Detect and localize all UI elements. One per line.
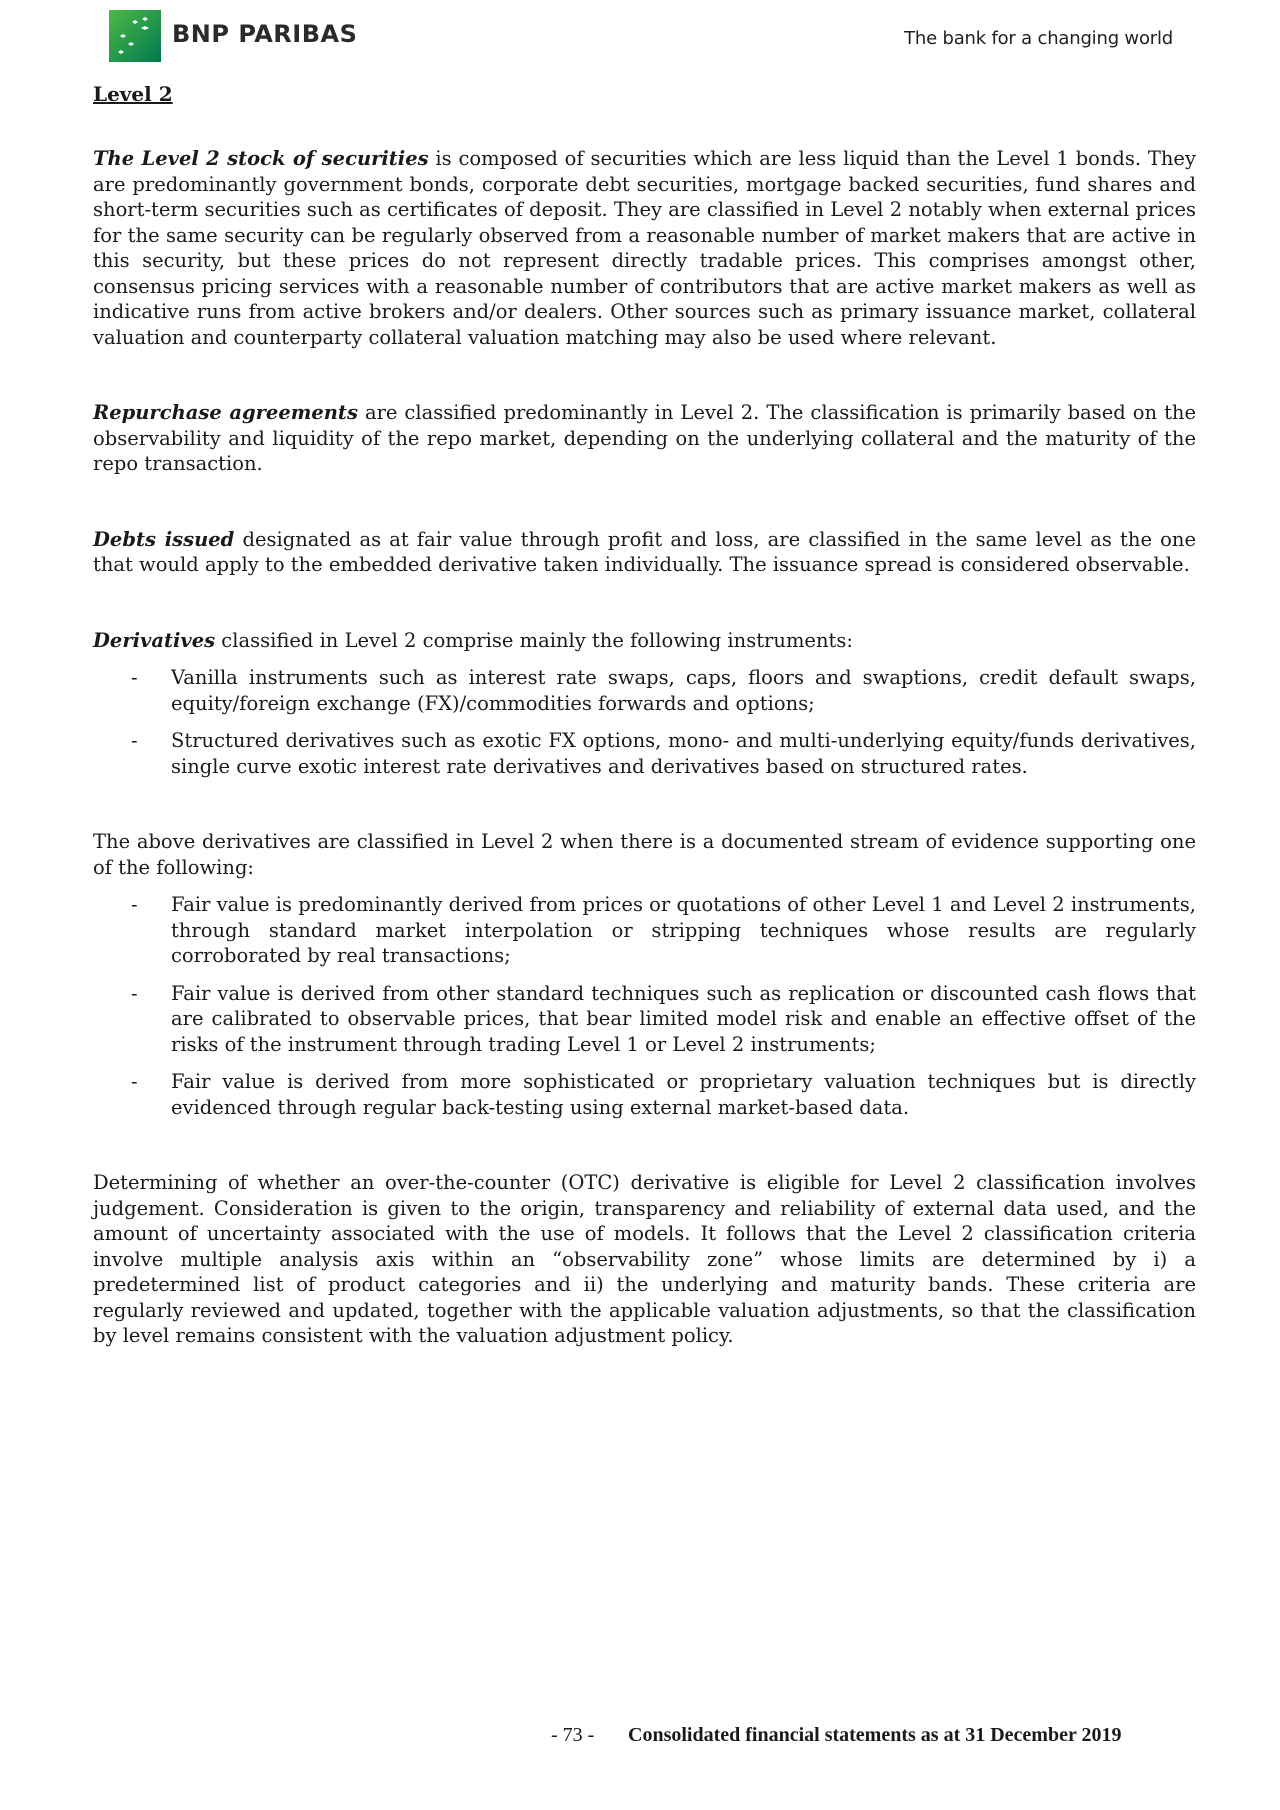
paragraph-lead: Derivatives: [93, 628, 216, 652]
footer-title: Consolidated financial statements as at 31 December 2019: [628, 1724, 1122, 1746]
paragraph-debts-issued: [93, 527, 1196, 578]
list-item-text: Fair value is derived from other standard techniques such as replication or discounted cash flows that are calibrated to observable prices, that bear limited model risk and enable an effective offset of the risks of the instrument through trading Level 1 or Level 2 instruments;: [171, 981, 1196, 1056]
paragraph-otc-derivatives: Determining of whether an over-the-counter (OTC) derivative is eligible for Level 2 classification involves judgement. Consideration is given to the origin, transparency and reliability of external data used, and the amount of uncertainty associated with the use of models. It follows that the Level 2 classification criteria involve multiple analysis axis within an “observability zone” whose limits are determined by i) a predetermined list of product categories and ii) the underlying and maturity bands. These criteria are regularly reviewed and updated, together with the applicable valuation adjustments, so that the classification by level remains consistent with the valuation adjustment policy.: [93, 1171, 1196, 1347]
document-body: [93, 80, 1196, 1349]
derivatives-list: [93, 665, 1196, 779]
paragraph-text: designated as at fair value through profit and loss, are classified in the same level as the one that would apply to the embedded derivative taken individually. The issuance spread is considered observable.: [93, 527, 1197, 576]
list-item: [93, 892, 1196, 969]
paragraph-above-derivatives: The above derivatives are classified in Level 2 when there is a documented stream of evidence supporting one of the following:: [93, 830, 1196, 879]
list-item-text: Fair value is derived from more sophisticated or proprietary valuation techniques but is directly evidenced through regular back-testing using external market-based data.: [171, 1070, 1196, 1119]
list-item-text: Vanilla instruments such as interest rate swaps, caps, floors and swaptions, credit default swaps, equity/foreign exchange (FX)/commodities forwards and options;: [171, 666, 1196, 715]
list-marker: -: [131, 1070, 138, 1093]
paragraph-lead: The Level 2 stock of securities: [93, 147, 429, 170]
list-marker: -: [131, 893, 138, 916]
brand-name: BNP PARIBAS: [172, 20, 358, 48]
list-item-text: Fair value is predominantly derived from prices or quotations of other Level 1 and Level 2 instruments, through standard market interpolation or stripping techniques whose results are regularly corroborated by real transactions;: [171, 893, 1196, 967]
list-item: [93, 1069, 1196, 1120]
paragraph-lead: Repurchase agreements: [93, 401, 358, 424]
list-marker: -: [131, 729, 138, 752]
paragraph-repurchase-agreements: [93, 400, 1196, 477]
bnp-logo-icon: [109, 10, 161, 62]
paragraph-text: classified in Level 2 comprise mainly the following instruments:: [215, 628, 853, 652]
paragraph-lead: Debts issued: [93, 527, 235, 551]
list-marker: -: [131, 666, 138, 689]
page-number: - 73 -: [551, 1724, 595, 1746]
list-item: [93, 728, 1196, 779]
paragraph-stock-of-securities: [93, 146, 1196, 350]
brand-tagline: The bank for a changing world: [904, 28, 1173, 49]
list-item-text: Structured derivatives such as exotic FX options, mono- and multi-underlying equity/funds derivatives, single curve exotic interest rate derivatives and derivatives based on structured rates.: [171, 729, 1196, 778]
paragraph-text: are classified predominantly in Level 2. The classification is primarily based on the observability and liquidity of the repo market, depending on the underlying collateral and the maturity of the repo transaction.: [93, 401, 1197, 475]
paragraph-derivatives: [93, 628, 1196, 654]
page-header: [0, 0, 1280, 80]
evidence-list: [93, 892, 1196, 1120]
list-marker: -: [131, 981, 138, 1005]
page-footer: [0, 1724, 1280, 1754]
list-item: [93, 665, 1196, 716]
paragraph-text: is composed of securities which are less liquid than the Level 1 bonds. They are predominantly government bonds, corporate debt securities, mortgage backed securities, fund shares and short-term securities such as certificates of deposit. They are classified in Level 2 notably when external prices for the same security can be regularly observed from a reasonable number of market makers that are active in this security, but these prices do not represent directly tradable prices. This comprises amongst other, consensus pricing services with a reasonable number of contributors that are active market makers as well as indicative runs from active brokers and/or dealers. Other sources such as primary issuance market, collateral valuation and counterparty collateral valuation matching may also be used where relevant.: [93, 147, 1196, 349]
section-title: Level 2: [93, 82, 173, 106]
list-item: [93, 981, 1196, 1058]
